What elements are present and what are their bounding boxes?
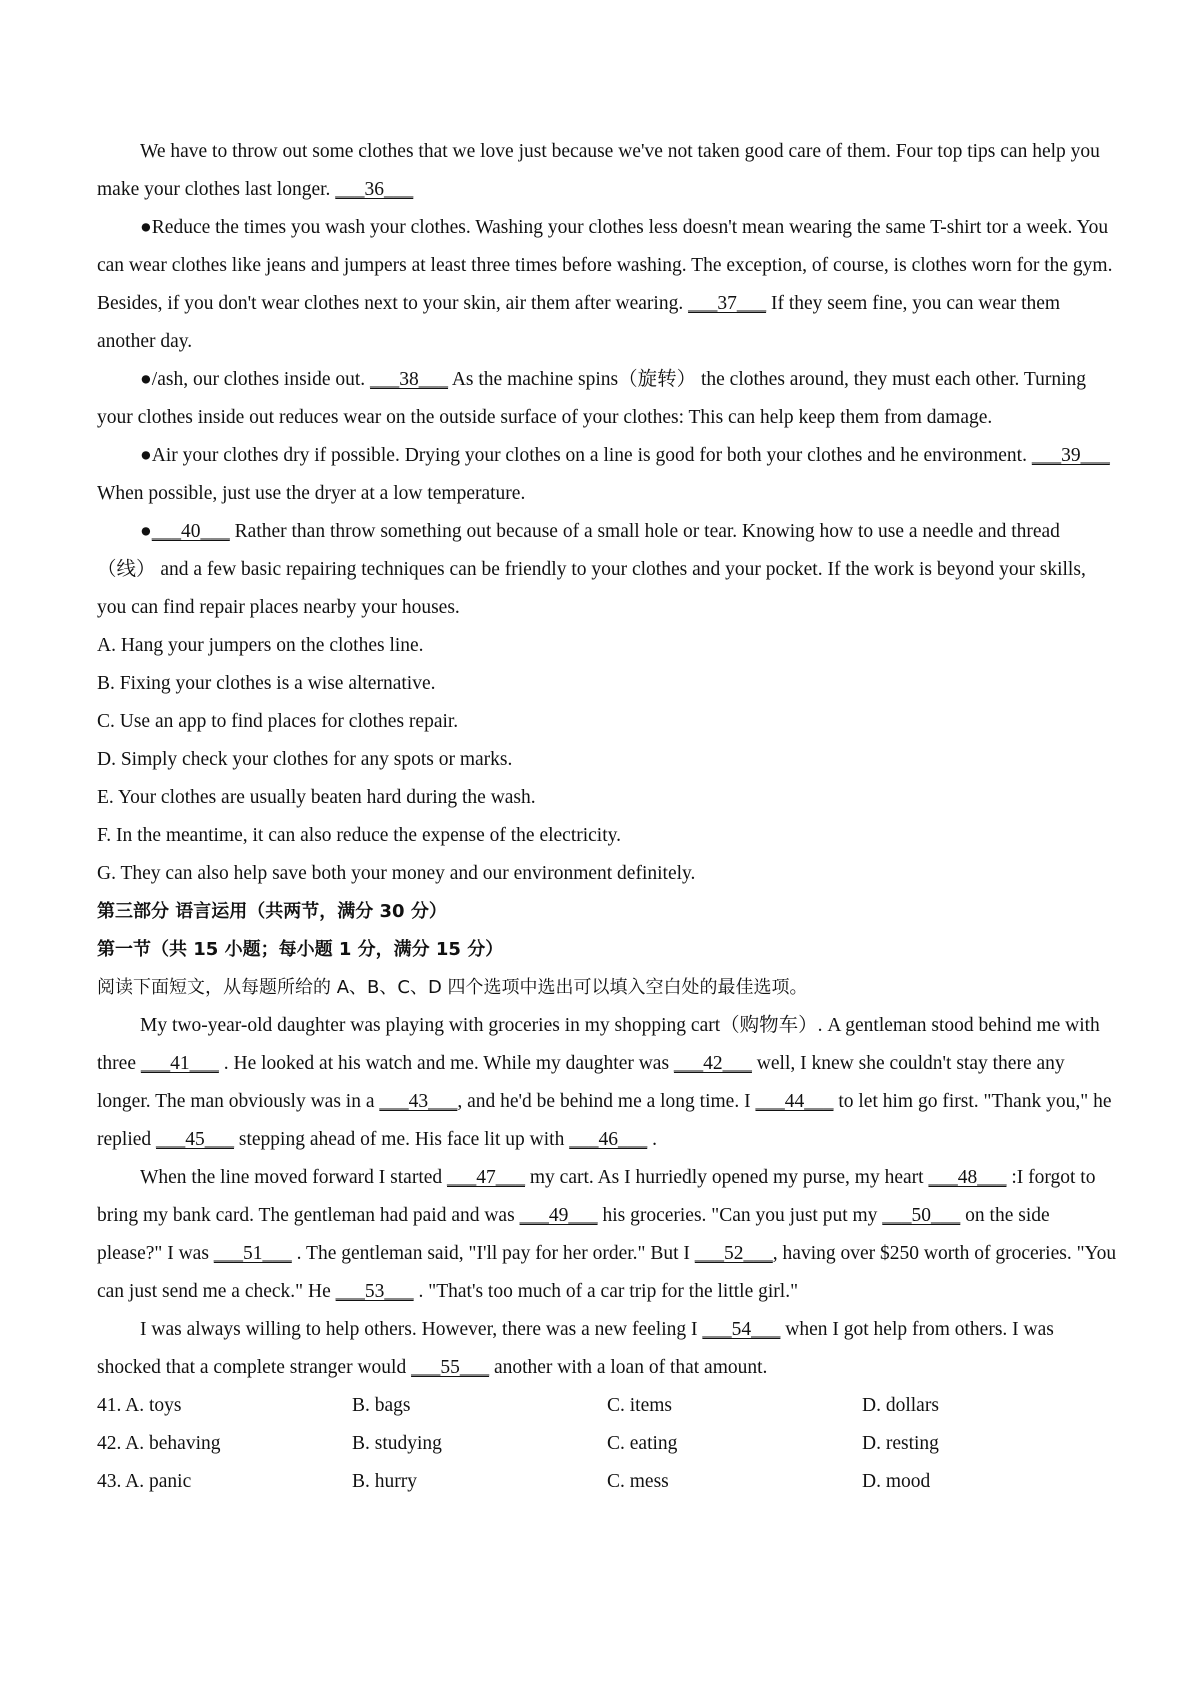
tip-3-paragraph [97, 437, 1117, 513]
choice-b[interactable]: B. bags [352, 1395, 411, 1416]
option-d: D. Simply check your clothes for any spots or marks. [97, 749, 513, 770]
passage-text: Rather than throw something out because of a small hole or tear. Knowing how to use a needle and thread（线） and a few basic repairing techniques can be friendly to your clothes and your pocket. If the work is beyond your skills, you can find repair places nearby your houses. [97, 521, 1086, 618]
passage-text: When possible, just use the dryer at a low temperature. [97, 483, 526, 504]
question-41-choices [97, 1387, 1117, 1425]
passage-text: another with a loan of that amount. [489, 1357, 768, 1378]
passage-text: to let him go first. "Thank you," he replied [97, 1091, 1112, 1150]
answer-blank-46[interactable]: ___46___ [569, 1129, 648, 1150]
passage-text: , and he'd be behind me a long time. I [457, 1091, 756, 1112]
passage-text: when I got help from others. I was shocked that a complete stranger would [97, 1319, 1054, 1378]
cloze-paragraph-3 [97, 1311, 1117, 1387]
answer-blank-51[interactable]: ___51___ [213, 1243, 292, 1264]
choice-b[interactable]: B. studying [352, 1433, 442, 1454]
passage-text: well, I knew she couldn't stay there any longer. The man obviously was in a [97, 1053, 1065, 1112]
answer-blank-45[interactable]: ___45___ [156, 1129, 235, 1150]
answer-blank-37[interactable]: ___37___ [688, 293, 767, 314]
question-43-choices [97, 1463, 1117, 1501]
passage-text: stepping ahead of me. His face lit up with [234, 1129, 570, 1150]
answer-blank-54[interactable]: ___54___ [702, 1319, 781, 1340]
answer-blank-44[interactable]: ___44___ [755, 1091, 834, 1112]
passage-text: :I forgot to bring my bank card. The gentleman had paid and was [97, 1167, 1096, 1226]
passage-text: his groceries. "Can you just put my [597, 1205, 883, 1226]
passage-text: ●/ash, our clothes inside out. [140, 369, 371, 390]
choice-d[interactable]: D. dollars [862, 1395, 939, 1416]
passage-text: my cart. As I hurriedly opened my purse, my heart [525, 1167, 929, 1188]
answer-blank-42[interactable]: ___42___ [673, 1053, 752, 1074]
passage-text: As the machine spins（旋转） the clothes around, they must each other. Turning your clothes inside out reduces wear on the outside surface of your clothes: This can help keep them from damage. [97, 369, 1087, 428]
passage-text: . He looked at his watch and me. While my daughter was [218, 1053, 674, 1074]
section-subtitle: 第一节（共 15 小题；每小题 1 分，满分 15 分） [97, 939, 504, 960]
cloze-paragraph-2 [97, 1159, 1117, 1311]
tip-1-paragraph [97, 209, 1117, 361]
choice-b[interactable]: B. hurry [352, 1471, 417, 1492]
tip-4-paragraph [97, 513, 1117, 627]
option-f: F. In the meantime, it can also reduce the expense of the electricity. [97, 825, 622, 846]
option-g: G. They can also help save both your money and our environment definitely. [97, 863, 696, 884]
passage-text: We have to throw out some clothes that we love just because we've not taken good care of them. Four top tips can help you make your clothes last longer. [97, 141, 1100, 200]
passage-text: I was always willing to help others. However, there was a new feeling I [140, 1319, 703, 1340]
answer-blank-55[interactable]: ___55___ [411, 1357, 490, 1378]
passage-text: If they seem fine, you can wear them another day. [97, 293, 1061, 352]
option-a: A. Hang your jumpers on the clothes line. [97, 635, 424, 656]
section-instruction: 阅读下面短文，从每题所给的 A、B、C、D 四个选项中选出可以填入空白处的最佳选项。 [97, 977, 808, 998]
passage-text: . "That's too much of a car trip for the little girl." [413, 1281, 799, 1302]
answer-blank-39[interactable]: ___39___ [1031, 445, 1110, 466]
answer-blank-49[interactable]: ___49___ [519, 1205, 598, 1226]
section-title: 第三部分 语言运用（共两节，满分 30 分） [97, 901, 447, 922]
passage-text: on the side please?" I was [97, 1205, 1050, 1264]
answer-blank-40[interactable]: ___40___ [151, 521, 230, 542]
answer-blank-41[interactable]: ___41___ [140, 1053, 219, 1074]
choice-d[interactable]: D. mood [862, 1471, 931, 1492]
answer-blank-38[interactable]: ___38___ [370, 369, 449, 390]
cloze-paragraph-1 [97, 1007, 1117, 1159]
choice-c[interactable]: C. eating [607, 1433, 678, 1454]
choice-a[interactable]: 41. A. toys [97, 1395, 182, 1416]
answer-blank-36[interactable]: ___36___ [335, 179, 414, 200]
passage-text: ● [140, 521, 152, 542]
answer-blank-52[interactable]: ___52___ [694, 1243, 773, 1264]
tip-2-paragraph [97, 361, 1117, 437]
choice-d[interactable]: D. resting [862, 1433, 939, 1454]
answer-blank-48[interactable]: ___48___ [928, 1167, 1007, 1188]
page-content [97, 133, 1117, 1501]
question-42-choices [97, 1425, 1117, 1463]
passage-text: . [647, 1129, 657, 1150]
answer-blank-50[interactable]: ___50___ [882, 1205, 961, 1226]
choice-a[interactable]: 42. A. behaving [97, 1433, 221, 1454]
passage-text: , having over $250 worth of groceries. "You can just send me a check." He [97, 1243, 1117, 1302]
choice-a[interactable]: 43. A. panic [97, 1471, 192, 1492]
option-c: C. Use an app to find places for clothes repair. [97, 711, 459, 732]
passage-text: When the line moved forward I started [140, 1167, 448, 1188]
passage-text: . The gentleman said, "I'll pay for her order." But I [291, 1243, 695, 1264]
answer-blank-47[interactable]: ___47___ [447, 1167, 526, 1188]
option-e: E. Your clothes are usually beaten hard during the wash. [97, 787, 536, 808]
option-b: B. Fixing your clothes is a wise alternative. [97, 673, 436, 694]
choice-c[interactable]: C. mess [607, 1471, 669, 1492]
passage-intro-paragraph [97, 133, 1117, 209]
passage-text: ●Reduce the times you wash your clothes. Washing your clothes less doesn't mean wearing the same T-shirt tor a week. You can wear clothes like jeans and jumpers at least three times before washing. The exception, of course, is clothes worn for the gym. Besides, if you don't wear clothes next to your skin, air them after wearing. [97, 217, 1113, 314]
passage-text: My two-year-old daughter was playing with groceries in my shopping cart（购物车）. A gentleman stood behind me with three [97, 1015, 1100, 1074]
passage-text: ●Air your clothes dry if possible. Drying your clothes on a line is good for both your clothes and he environment. [140, 445, 1032, 466]
choice-c[interactable]: C. items [607, 1395, 673, 1416]
answer-blank-53[interactable]: ___53___ [335, 1281, 414, 1302]
answer-blank-43[interactable]: ___43___ [379, 1091, 458, 1112]
